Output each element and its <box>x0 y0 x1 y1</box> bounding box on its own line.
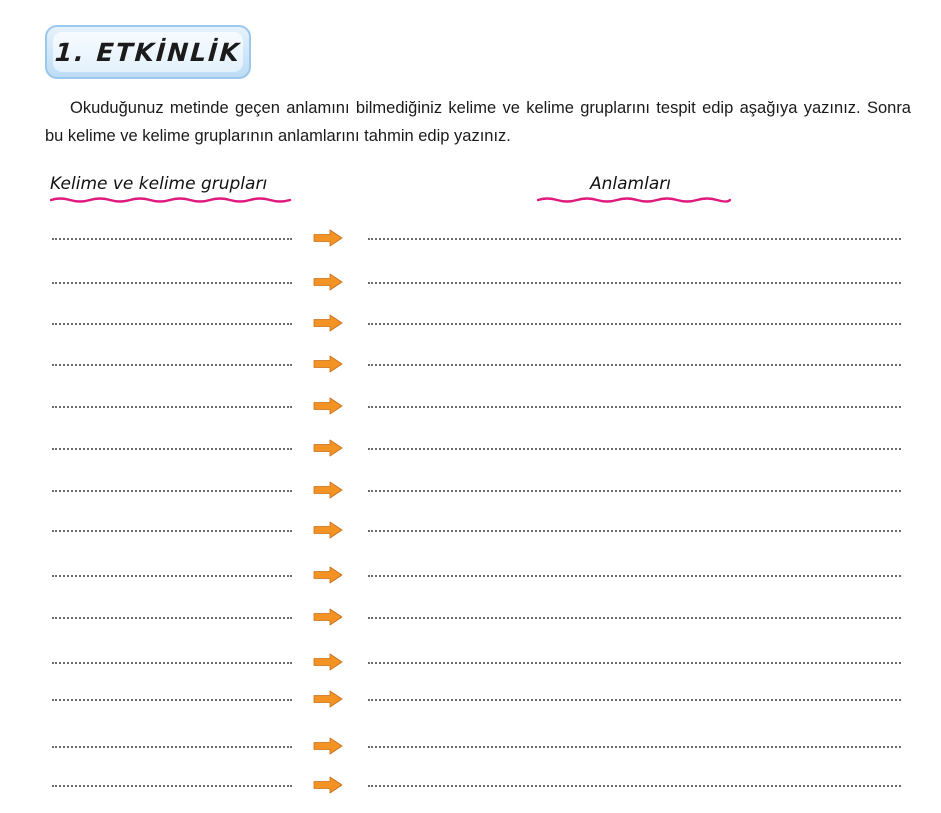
word-column-heading-label: Kelime ve kelime grupları <box>50 174 268 194</box>
word-answer-line[interactable] <box>52 364 292 366</box>
answer-row <box>0 354 941 374</box>
word-answer-line[interactable] <box>52 575 292 577</box>
word-answer-line[interactable] <box>52 490 292 492</box>
word-answer-line[interactable] <box>52 323 292 325</box>
word-answer-line[interactable] <box>52 282 292 284</box>
meaning-answer-line[interactable] <box>368 238 901 240</box>
meaning-answer-line[interactable] <box>368 490 901 492</box>
answer-row <box>0 736 941 756</box>
meaning-answer-line[interactable] <box>368 575 901 577</box>
meaning-answer-line[interactable] <box>368 617 901 619</box>
word-answer-line[interactable] <box>52 617 292 619</box>
arrow-right-icon <box>312 607 344 627</box>
activity-badge-inner <box>53 32 243 72</box>
answer-row <box>0 775 941 795</box>
meaning-answer-line[interactable] <box>368 282 901 284</box>
word-column-underline <box>50 196 292 204</box>
word-answer-line[interactable] <box>52 448 292 450</box>
activity-badge <box>45 25 251 79</box>
arrow-right-icon <box>312 520 344 540</box>
answer-row <box>0 272 941 292</box>
arrow-right-icon <box>312 775 344 795</box>
arrow-right-icon <box>312 652 344 672</box>
word-answer-line[interactable] <box>52 746 292 748</box>
word-column-heading <box>50 174 292 194</box>
arrow-right-icon <box>312 272 344 292</box>
meaning-answer-line[interactable] <box>368 448 901 450</box>
meaning-answer-line[interactable] <box>368 785 901 787</box>
answer-row <box>0 689 941 709</box>
answer-row <box>0 565 941 585</box>
meaning-column-underline <box>537 196 731 204</box>
meaning-answer-line[interactable] <box>368 323 901 325</box>
arrow-right-icon <box>312 689 344 709</box>
activity-title: 1. ETKİNLİK <box>54 37 242 67</box>
meaning-answer-line[interactable] <box>368 364 901 366</box>
arrow-right-icon <box>312 354 344 374</box>
arrow-right-icon <box>312 736 344 756</box>
instructions-text: Okuduğunuz metinde geçen anlamını bilmediğiniz kelime ve kelime gruplarını tespit edip aşağıya yazınız. Sonra bu kelime ve kelime gruplarının anlamlarını tahmin edip yazınız. <box>45 99 911 145</box>
answer-row <box>0 313 941 333</box>
arrow-right-icon <box>312 228 344 248</box>
meaning-answer-line[interactable] <box>368 406 901 408</box>
meaning-answer-line[interactable] <box>368 699 901 701</box>
arrow-right-icon <box>312 396 344 416</box>
arrow-right-icon <box>312 313 344 333</box>
word-answer-line[interactable] <box>52 785 292 787</box>
answer-row <box>0 438 941 458</box>
arrow-right-icon <box>312 438 344 458</box>
meaning-answer-line[interactable] <box>368 662 901 664</box>
answer-row <box>0 228 941 248</box>
word-answer-line[interactable] <box>52 530 292 532</box>
arrow-right-icon <box>312 565 344 585</box>
answer-row <box>0 607 941 627</box>
meaning-answer-line[interactable] <box>368 746 901 748</box>
answer-row <box>0 520 941 540</box>
word-answer-line[interactable] <box>52 662 292 664</box>
answer-row <box>0 652 941 672</box>
answer-row <box>0 396 941 416</box>
meaning-answer-line[interactable] <box>368 530 901 532</box>
word-answer-line[interactable] <box>52 238 292 240</box>
arrow-right-icon <box>312 480 344 500</box>
answer-row <box>0 480 941 500</box>
meaning-column-heading <box>590 174 730 194</box>
word-answer-line[interactable] <box>52 699 292 701</box>
word-answer-line[interactable] <box>52 406 292 408</box>
meaning-column-heading-label: Anlamları <box>590 174 671 194</box>
